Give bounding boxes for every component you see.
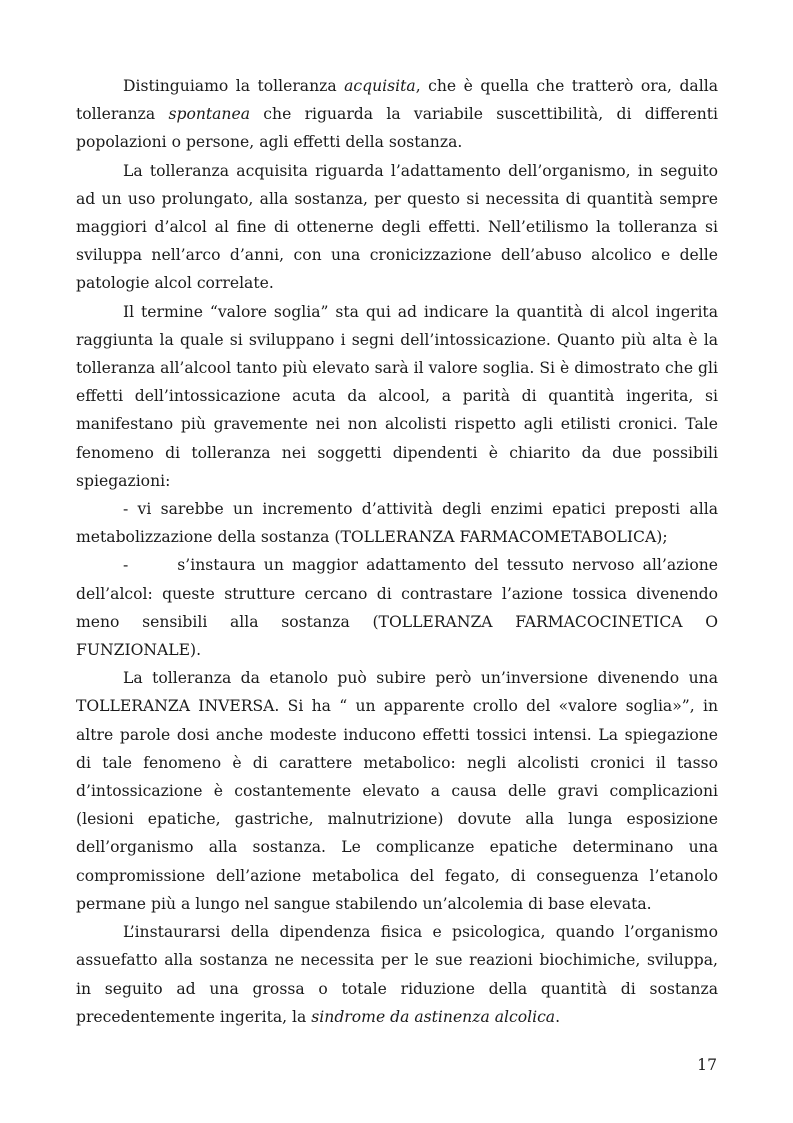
list-item-farmacometabolica: - vi sarebbe un incremento d’attività degli enzimi epatici preposti alla metabolizzazione della sostanza (TOLLERANZA FARMACOMETABOLICA); — [76, 500, 718, 547]
paragraph-adattamento: La tolleranza acquisita riguarda l’adattamento dell’organismo, in seguito ad un uso prolungato, alla sostanza, per questo si necessita di quantità sempre maggiori d’alcol al fine di ottenerne degli effetti. Nell’etilismo la tolleranza si sviluppa nell’arco d’anni, con una cronicizzazione dell’abuso alcolico e delle patologie alcol correlate. — [76, 161, 718, 293]
italic-term: sindrome da astinenza alcolica — [311, 1007, 556, 1026]
text-run: L’instaurarsi della dipendenza fisica e psicologica, quando l’organismo assuefatto alla sostanza ne necessita per le sue reazioni biochimiche, sviluppa, in seguito ad una grossa o totale riduzione della quantità di sostanza precedentemente ingerita, la — [76, 923, 718, 1026]
page-number: 17 — [697, 1056, 717, 1074]
text-run: . — [555, 1007, 561, 1026]
paragraph-dipendenza — [76, 918, 718, 1031]
italic-term: spontanea — [168, 105, 251, 124]
text-run: , che è quella che tratterò ora, dalla tolleranza — [76, 77, 718, 124]
text-run: Distinguiamo la tolleranza — [123, 77, 345, 95]
paragraph-tolleranza-inversa: La tolleranza da etanolo può subire però un’inversione divenendo una TOLLERANZA INVERSA. Si ha “ un apparente crollo del «valore soglia»”, in altre parole dosi anche modeste inducono effetti tossici intensi. La spiegazione di tale fenomeno è di carattere metabolico: negli alcolisti cronici il tasso d’intossicazione è costantemente elevato a causa delle gravi complicazioni (lesioni epatiche, gastriche, malnutrizione) dovute alla lunga esposizione dell’organismo alla sostanza. Le complicanze epatiche determinano una compromissione dell’azione metabolica del fegato, di conseguenza l’etanolo permane più a lungo nel sangue stabilendo un’alcolemia di base elevata. — [76, 669, 718, 913]
paragraph-valore-soglia: Il termine “valore soglia” sta qui ad indicare la quantità di alcol ingerita raggiunta la quale si sviluppano i segni dell’intossicazione. Quanto più alta è la tolleranza all’alcool tanto più elevato sarà il valore soglia. Si è dimostrato che gli effetti dell’intossicazione acuta da alcool, a parità di quantità ingerita, si manifestano più gravemente nei non alcolisti rispetto agli etilisti cronici. Tale fenomeno di tolleranza nei soggetti dipendenti è chiarito da due possibili spiegazioni: — [76, 302, 718, 490]
list-item-farmacocinetica: - s’instaura un maggior adattamento del tessuto nervoso all’azione dell’alcol: queste strutture cercano di contrastare l’azione tossica divenendo meno sensibili alla sostanza (TOLLERANZA FARMACOCINETICA O FUNZIONALE). — [76, 556, 723, 660]
text-run: che riguarda la variabile suscettibilità, di differenti popolazioni o persone, agli effetti della sostanza. — [76, 105, 719, 152]
page-body — [76, 72, 723, 1031]
italic-term: acquisita — [344, 77, 416, 95]
paragraph-tolleranza-acquisita — [76, 72, 718, 157]
